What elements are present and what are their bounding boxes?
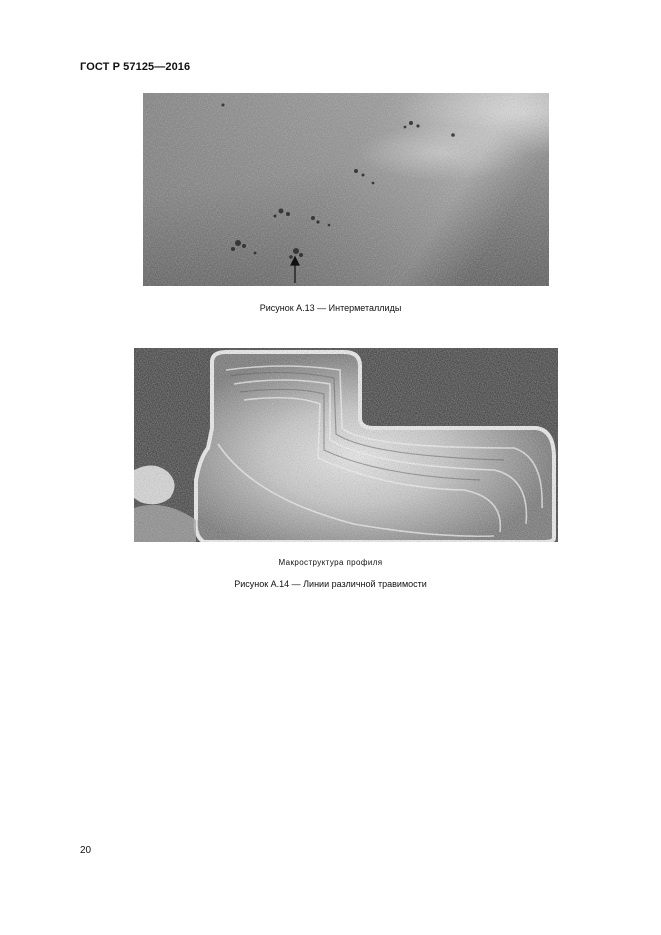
figure-a13-caption: Рисунок А.13 — Интерметаллиды <box>259 303 402 313</box>
figure-a13-micrograph <box>143 93 549 286</box>
figure-a14-macrostructure-photo <box>134 348 558 542</box>
figure-a14-caption: Рисунок А.14 — Линии различной травимости <box>234 579 427 589</box>
document-header-standard-code: ГОСТ Р 57125—2016 <box>80 61 191 73</box>
figure-a14-sublabel: Макроструктура профиля <box>278 558 383 567</box>
page-number: 20 <box>80 845 92 856</box>
